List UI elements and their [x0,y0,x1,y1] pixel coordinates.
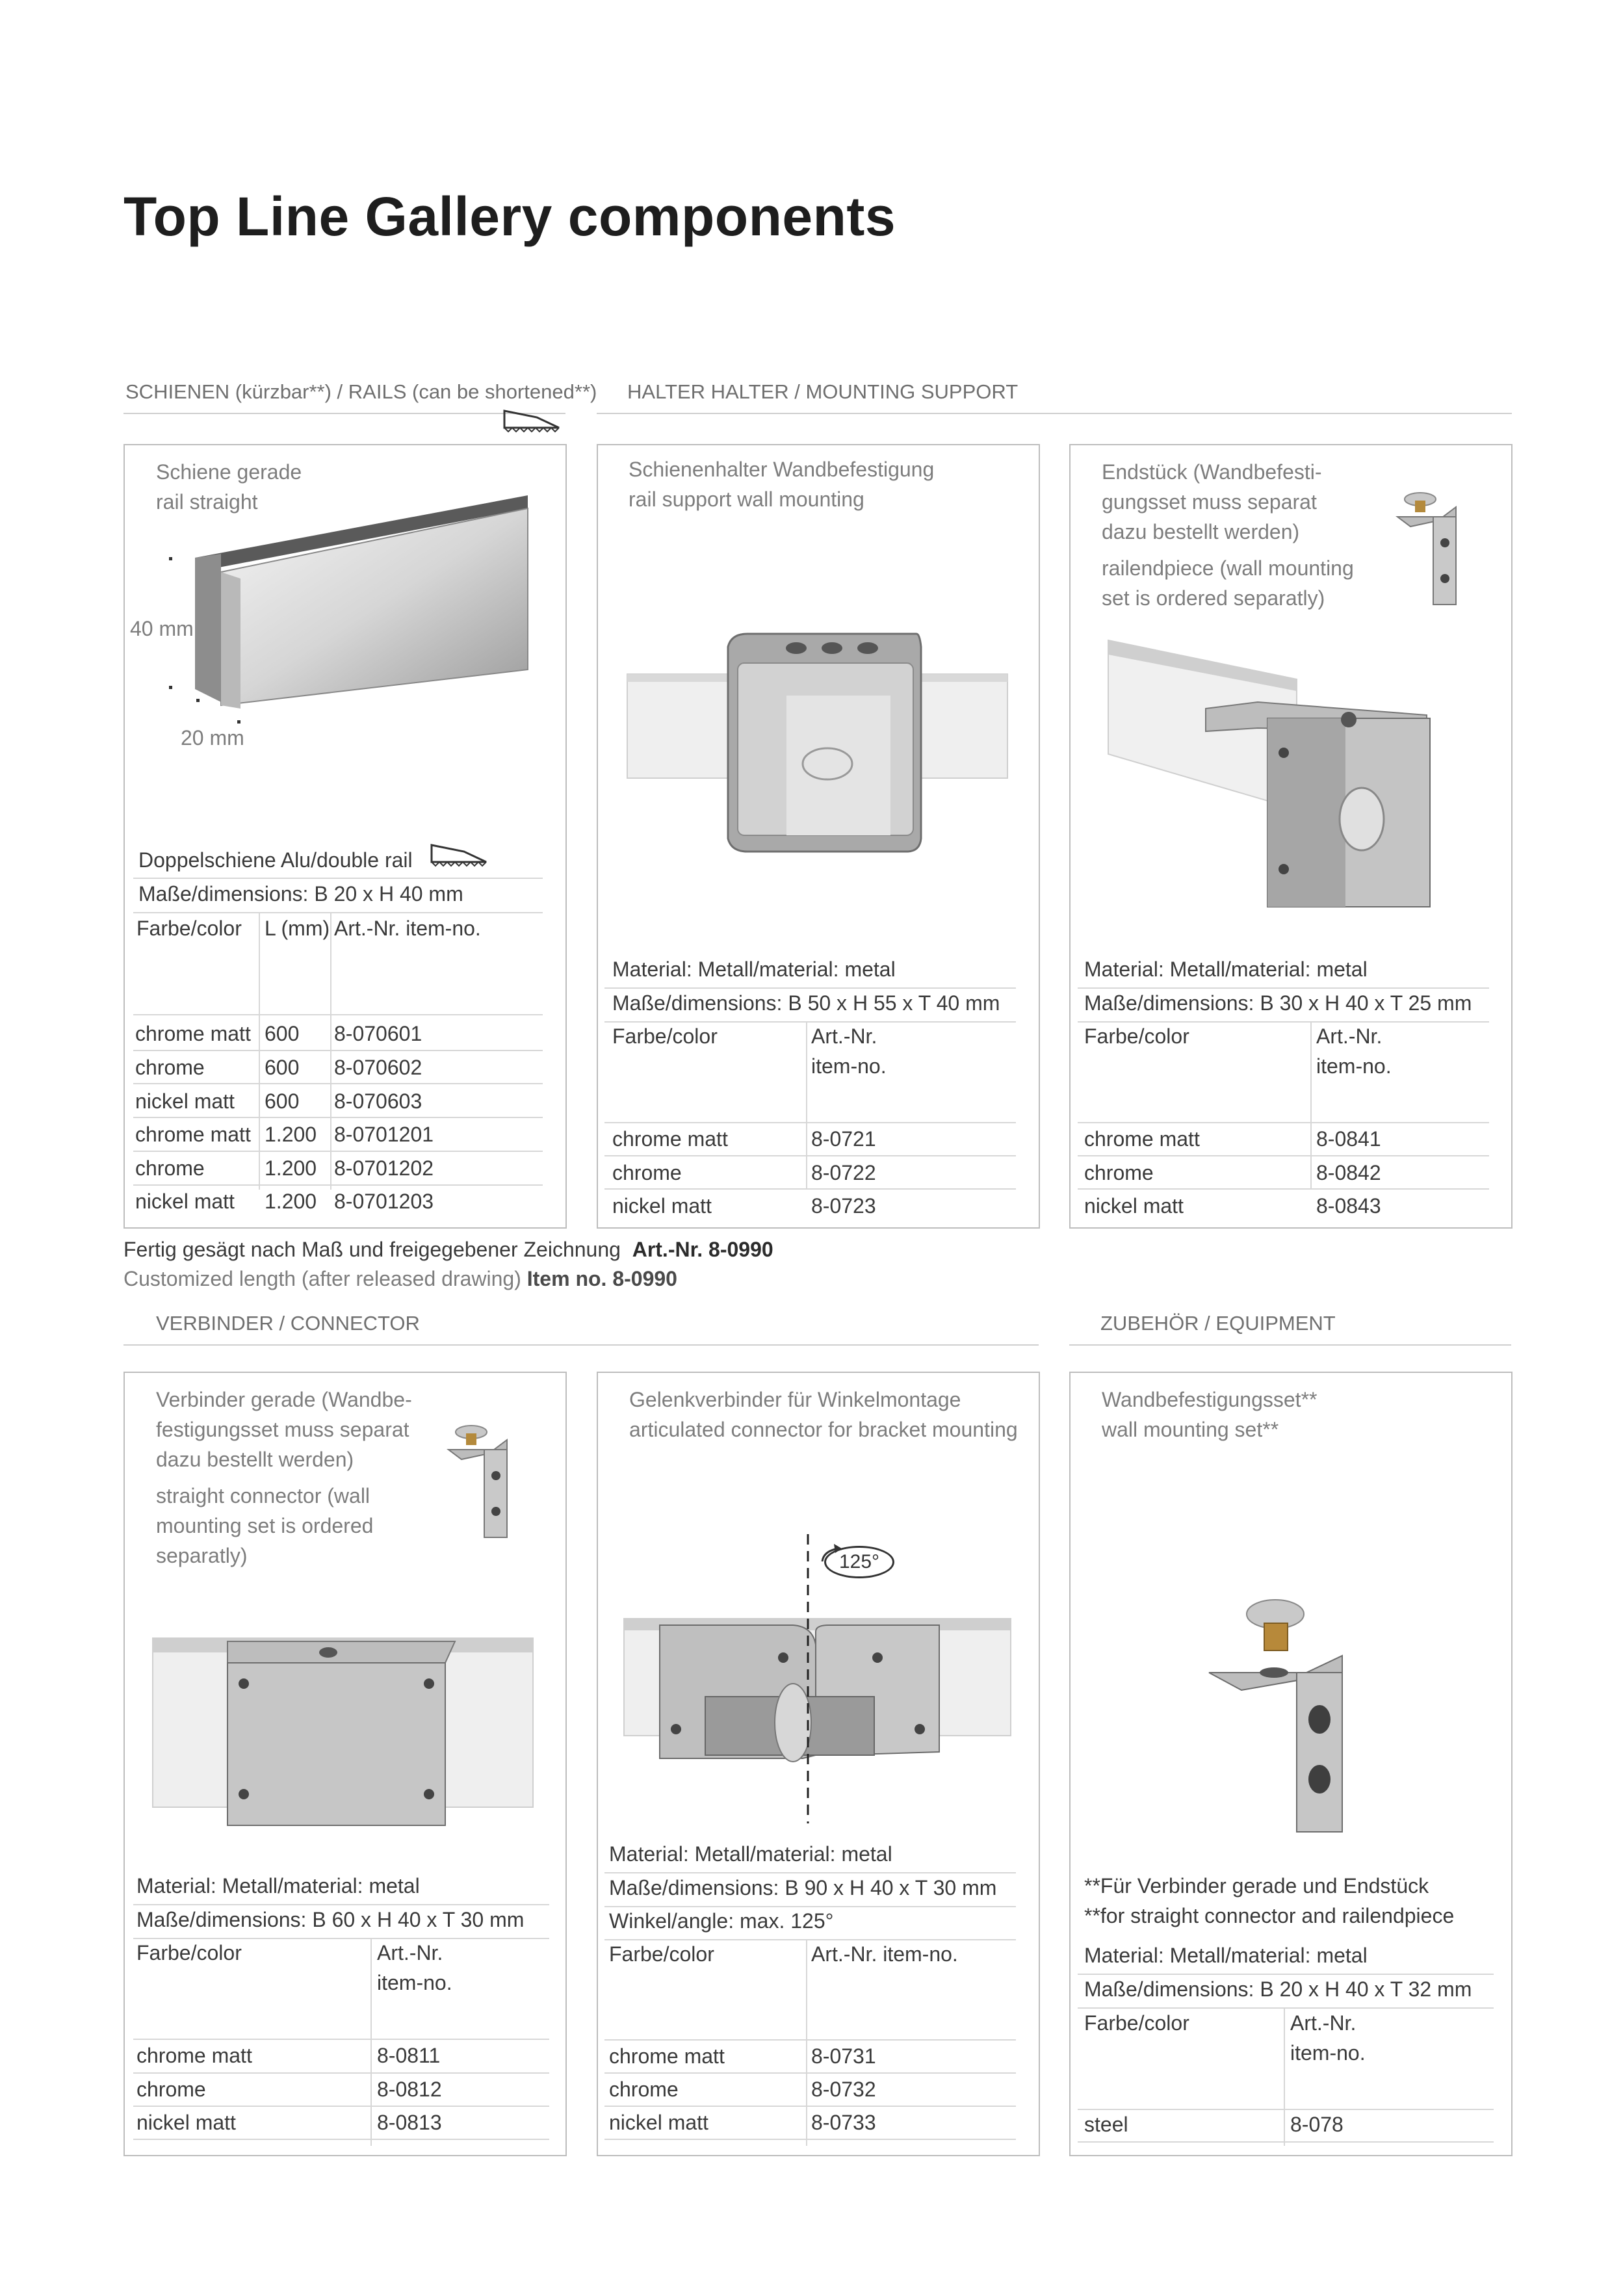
connector-name-en-2: mounting set is ordered [156,1514,374,1537]
rail-row-art: 8-070602 [334,1056,422,1079]
wallset-row-art: 8-078 [1290,2113,1344,2136]
rail-desc: Doppelschiene Alu/double rail [138,848,413,872]
rail-name-en: rail straight [156,490,258,514]
connector-material: Material: Metall/material: metal [136,1874,420,1898]
articulated-row-art: 8-0732 [811,2078,876,2101]
wallset-name-de: Wandbefestigungsset** [1102,1388,1318,1411]
articulated-dims: Maße/dimensions: B 90 x H 40 x T 30 mm [609,1876,997,1899]
articulated-row-art: 8-0733 [811,2111,876,2134]
custom-note-de-text: Fertig gesägt nach Maß und freigegebener Zeichnung [123,1238,621,1261]
custom-note-de [123,1238,773,1262]
rail-name-de: Schiene gerade [156,460,302,484]
rail-head-len: L (mm) [265,917,330,940]
support-row-color: chrome matt [612,1127,728,1151]
saw-icon [500,404,565,434]
section-rails-heading: SCHIENEN (kürzbar**) / RAILS (can be shortened**) [125,380,597,403]
articulated-material: Material: Metall/material: metal [609,1842,892,1866]
wallset-head-color: Farbe/color [1084,2011,1189,2035]
section-mounting-heading: HALTER HALTER / MOUNTING SUPPORT [627,380,1019,403]
bracket-thumbnail [442,1420,526,1544]
section-connector-rule [123,1344,1039,1346]
endpiece-name-en-2: set is ordered separatly) [1102,586,1325,610]
support-row-color: nickel matt [612,1194,712,1218]
section-equipment-rule [1069,1344,1511,1346]
support-head-art-1: Art.-Nr. [811,1024,877,1048]
endpiece-name-de-3: dazu bestellt werden) [1102,520,1300,543]
support-dims: Maße/dimensions: B 50 x H 55 x T 40 mm [612,991,1000,1015]
articulated-image [621,1528,1017,1827]
articulated-angle: Winkel/angle: max. 125° [609,1909,834,1933]
wallset-row-color: steel [1084,2113,1128,2136]
connector-name-en-3: separatly) [156,1544,248,1567]
custom-note-en [123,1267,677,1291]
dim-marker [169,557,172,560]
rail-row-color: nickel matt [135,1190,235,1213]
wallset-head-art-2: item-no. [1290,2041,1366,2065]
wallset-head-art-1: Art.-Nr. [1290,2011,1357,2035]
connector-row-color: chrome matt [136,2044,252,2067]
connector-name-de-2: festigungsset muss separat [156,1418,409,1441]
dim-marker [196,699,200,702]
section-connector-heading: VERBINDER / CONNECTOR [156,1312,420,1335]
rail-row-art: 8-0701202 [334,1156,434,1180]
rail-row-art: 8-070601 [334,1022,422,1045]
support-row-art: 8-0721 [811,1127,876,1151]
support-name-en: rail support wall mounting [629,488,864,511]
section-mounting-rule [597,413,1512,414]
articulated-row-art: 8-0731 [811,2044,876,2068]
articulated-head-color: Farbe/color [609,1942,714,1966]
angle-badge: 125° [824,1546,894,1578]
bracket-thumbnail [1391,488,1475,611]
wallset-material: Material: Metall/material: metal [1084,1944,1368,1967]
connector-head-art-2: item-no. [377,1971,452,1994]
section-equipment-heading: ZUBEHÖR / EQUIPMENT [1100,1312,1336,1335]
support-row-art: 8-0723 [811,1194,876,1218]
support-row-color: chrome [612,1161,682,1184]
connector-head-art-1: Art.-Nr. [377,1941,443,1964]
rail-row-len: 1.200 [265,1156,317,1180]
articulated-row-color: chrome [609,2078,679,2101]
saw-icon [428,839,493,868]
rail-head-art: Art.-Nr. item-no. [334,917,481,940]
wallset-image [1202,1596,1371,1843]
connector-name-de-1: Verbinder gerade (Wandbe- [156,1388,412,1411]
custom-note-en-text: Customized length (after released drawing) [123,1267,521,1290]
rail-row-color: chrome [135,1056,205,1079]
endpiece-image [1108,640,1433,920]
connector-row-art: 8-0811 [377,2044,441,2067]
rail-row-color: chrome [135,1156,205,1180]
endpiece-material: Material: Metall/material: metal [1084,958,1368,981]
connector-row-art: 8-0813 [377,2111,442,2134]
wallset-dims: Maße/dimensions: B 20 x H 40 x T 32 mm [1084,1977,1472,2001]
rail-row-len: 600 [265,1056,300,1079]
rail-head-color: Farbe/color [136,917,242,940]
endpiece-head-art-2: item-no. [1316,1054,1392,1078]
rail-row-len: 1.200 [265,1123,317,1146]
rail-dim-height: 40 mm [130,617,194,640]
endpiece-name-de-1: Endstück (Wandbefesti- [1102,460,1322,484]
connector-row-color: chrome [136,2078,206,2101]
rail-row-len: 1.200 [265,1190,317,1213]
connector-row-color: nickel matt [136,2111,236,2134]
support-name-de: Schienenhalter Wandbefestigung [629,458,935,481]
custom-note-en-itemno: Item no. 8-0990 [526,1267,677,1290]
rail-row-color: chrome matt [135,1123,251,1146]
wallset-name-en: wall mounting set** [1102,1418,1279,1441]
endpiece-name-en-1: railendpiece (wall mounting [1102,556,1354,580]
connector-row-art: 8-0812 [377,2078,442,2101]
support-material: Material: Metall/material: metal [612,958,896,981]
dim-marker [169,686,172,689]
endpiece-row-color: chrome [1084,1161,1154,1184]
page-title: Top Line Gallery components [123,186,896,247]
support-row-art: 8-0722 [811,1161,876,1184]
articulated-head-art: Art.-Nr. item-no. [811,1942,958,1966]
connector-image [153,1638,536,1827]
endpiece-name-de-2: gungsset muss separat [1102,490,1317,514]
endpiece-head-art-1: Art.-Nr. [1316,1024,1383,1048]
connector-name-en-1: straight connector (wall [156,1484,370,1507]
connector-dims: Maße/dimensions: B 60 x H 40 x T 30 mm [136,1908,525,1931]
endpiece-dims: Maße/dimensions: B 30 x H 40 x T 25 mm [1084,991,1472,1015]
wallset-note-de: **Für Verbinder gerade und Endstück [1084,1874,1429,1898]
articulated-row-color: nickel matt [609,2111,708,2134]
rail-row-art: 8-070603 [334,1089,422,1113]
rail-row-len: 600 [265,1022,300,1045]
custom-note-de-artnr: Art.-Nr. 8-0990 [632,1238,773,1261]
articulated-name-de: Gelenkverbinder für Winkelmontage [629,1388,961,1411]
endpiece-row-art: 8-0842 [1316,1161,1381,1184]
connector-name-de-3: dazu bestellt werden) [156,1448,354,1471]
rail-dim-width: 20 mm [181,726,244,750]
endpiece-row-color: chrome matt [1084,1127,1200,1151]
endpiece-row-art: 8-0843 [1316,1194,1381,1218]
articulated-row-color: chrome matt [609,2044,725,2068]
rail-dims: Maße/dimensions: B 20 x H 40 mm [138,882,463,906]
support-head-art-2: item-no. [811,1054,887,1078]
support-image [627,634,1011,868]
articulated-name-en: articulated connector for bracket mounting [629,1418,1018,1441]
endpiece-row-color: nickel matt [1084,1194,1184,1218]
endpiece-row-art: 8-0841 [1316,1127,1381,1151]
rail-row-len: 600 [265,1089,300,1113]
rail-row-art: 8-0701201 [334,1123,434,1146]
rail-row-color: chrome matt [135,1022,251,1045]
section-rails-rule [123,413,565,414]
rail-row-art: 8-0701203 [334,1190,434,1213]
support-head-color: Farbe/color [612,1024,718,1048]
connector-head-color: Farbe/color [136,1941,242,1964]
endpiece-head-color: Farbe/color [1084,1024,1189,1048]
wallset-note-en: **for straight connector and railendpiece [1084,1904,1455,1927]
rail-row-color: nickel matt [135,1089,235,1113]
